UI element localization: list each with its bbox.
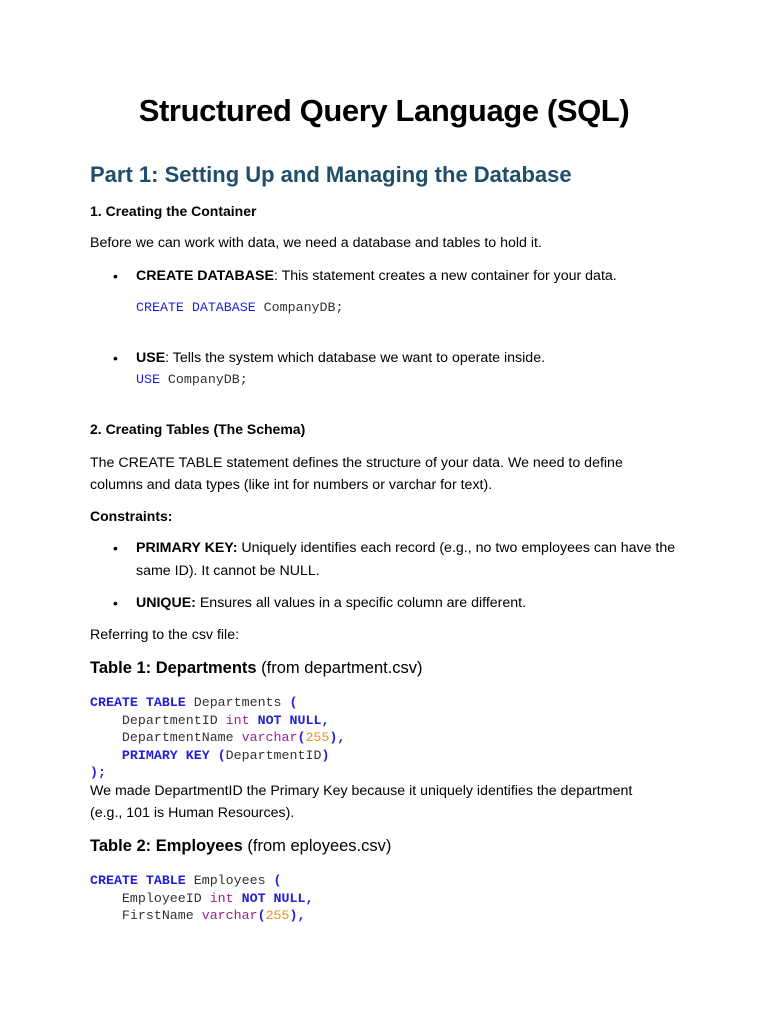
section2-paragraph-line1: The CREATE TABLE statement defines the structure of your data. We need to define: [90, 455, 623, 471]
section1-heading: 1. Creating the Container: [90, 203, 257, 219]
bullet-text: : This statement creates a new container for your data.: [273, 268, 617, 284]
constraints-label: Constraints:: [90, 508, 173, 524]
sql-text: CompanyDB;: [255, 300, 344, 315]
section2-heading: 2. Creating Tables (The Schema): [90, 421, 306, 437]
term: USE: [136, 350, 166, 366]
table1-heading: [90, 659, 423, 678]
part1-heading: Part 1: Setting Up and Managing the Database: [90, 162, 572, 187]
bullet-primary-key: [136, 537, 675, 559]
table2-label: Table 2: Employees: [90, 837, 243, 855]
bullet-dot: •: [113, 540, 118, 556]
code-create-employees: CREATE TABLE Employees ( EmployeeID int NOT NULL, FirstName varchar(255),: [90, 873, 314, 924]
bullet-dot: •: [113, 268, 118, 284]
bullet-dot: •: [113, 595, 118, 611]
term: CREATE DATABASE: [136, 268, 274, 284]
bullet-text: Uniquely identifies each record (e.g., no two employees can have the: [237, 540, 676, 556]
bullet-use: [136, 347, 545, 369]
sql-text: CompanyDB;: [159, 372, 248, 387]
code-create-departments: CREATE TABLE Departments ( DepartmentID int NOT NULL, DepartmentName varchar(255), PRIMARY KEY (DepartmentID) );: [90, 695, 346, 781]
table2-source: (from eployees.csv): [242, 837, 392, 855]
sql-keyword: USE: [136, 372, 160, 387]
bullet-dot: •: [113, 350, 118, 366]
table1-explanation-line2: (e.g., 101 is Human Resources).: [90, 805, 295, 821]
code-use: [136, 371, 248, 389]
term: UNIQUE:: [136, 595, 196, 611]
bullet-text: Ensures all values in a specific column are different.: [195, 595, 527, 611]
table1-source: (from department.csv): [256, 659, 423, 677]
term: PRIMARY KEY:: [136, 540, 238, 556]
page-title: Structured Query Language (SQL): [138, 93, 630, 128]
code-create-database: [136, 299, 343, 317]
bullet-primary-key-line2: same ID). It cannot be NULL.: [136, 563, 320, 579]
bullet-unique: [136, 592, 526, 614]
bullet-text: : Tells the system which database we want to operate inside.: [165, 350, 546, 366]
section2-paragraph-line2: columns and data types (like int for numbers or varchar for text).: [90, 477, 493, 493]
table1-explanation-line1: We made DepartmentID the Primary Key because it uniquely identifies the department: [90, 783, 633, 799]
section1-intro: Before we can work with data, we need a database and tables to hold it.: [90, 235, 542, 251]
table1-label: Table 1: Departments: [90, 659, 257, 677]
bullet-create-database: [136, 265, 617, 287]
referring-text: Referring to the csv file:: [90, 627, 240, 643]
table2-heading: [90, 837, 391, 856]
sql-keyword: CREATE DATABASE: [136, 300, 256, 315]
